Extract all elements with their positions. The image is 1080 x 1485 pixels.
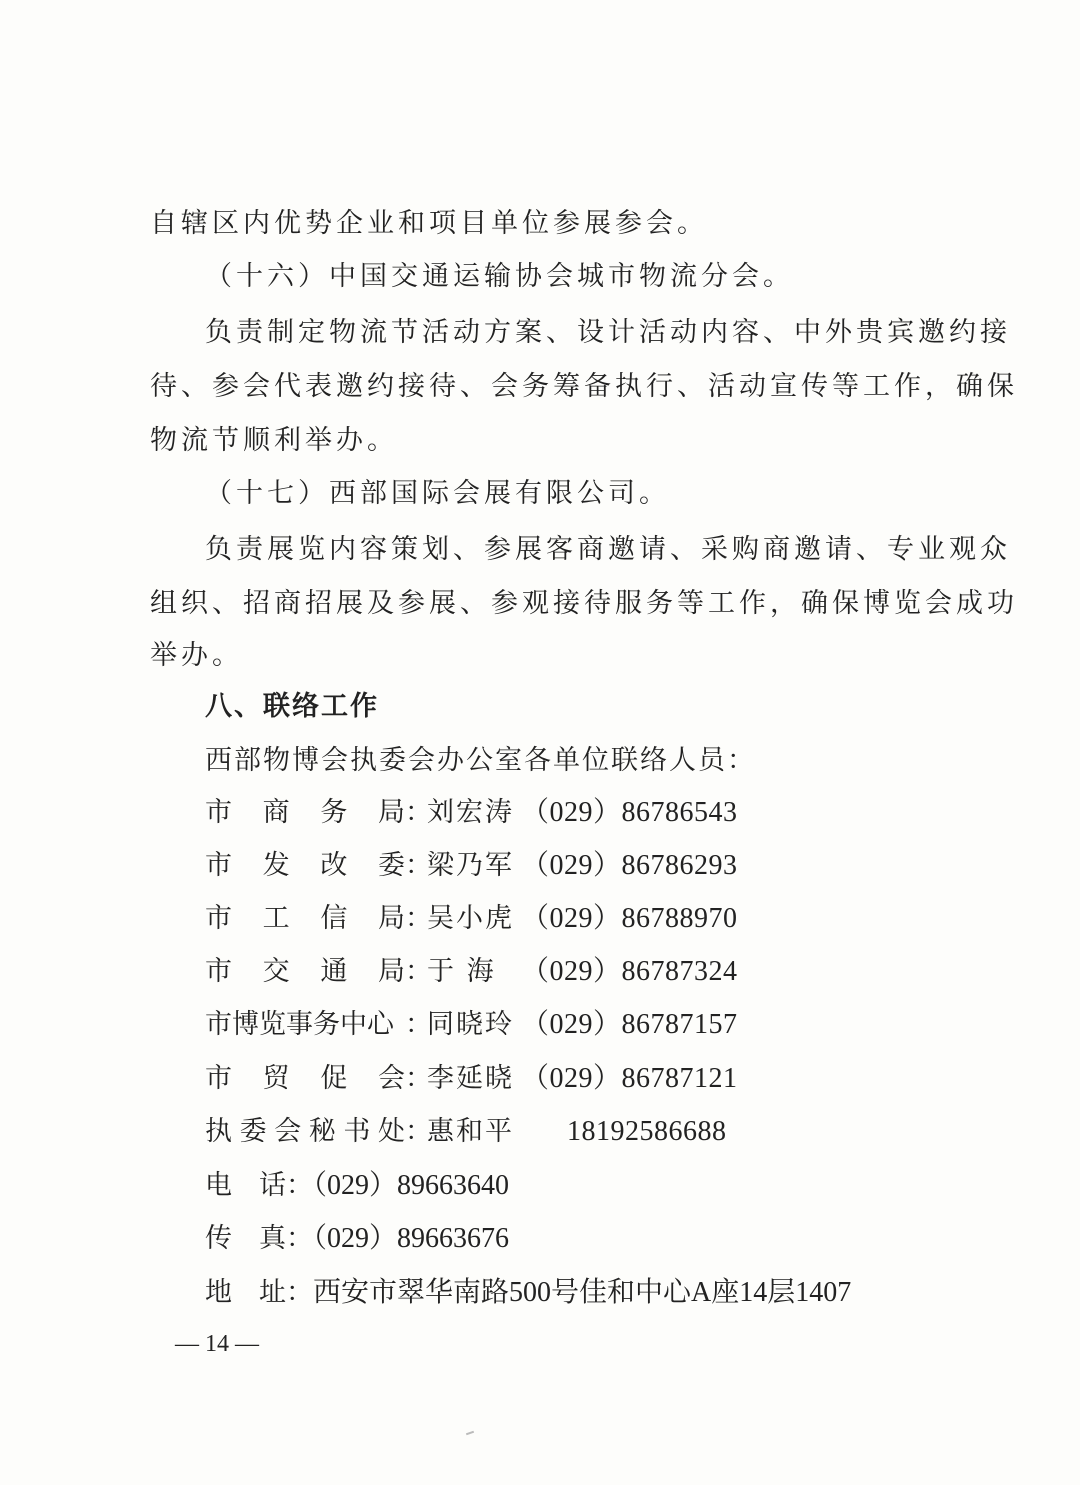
paragraph-line: 负责展览内容策划、参展客商邀请、采购商邀请、专业观众 [205, 534, 1011, 565]
contact-row [205, 1112, 727, 1152]
contact-person: 李延晓 [427, 1063, 514, 1094]
scan-speck [466, 1431, 474, 1436]
paragraph-line: 物流节顺利举办。 [150, 425, 398, 456]
address-label: 地 址： [205, 1277, 313, 1308]
subsection-heading-17: （十七）西部国际会展有限公司。 [205, 478, 670, 509]
colon: ： [405, 797, 432, 828]
fax-label: 传 真： [205, 1223, 313, 1254]
contact-phone: 18192586688 [567, 1116, 727, 1147]
colon: ： [405, 850, 432, 881]
contact-phone: （029）86787157 [521, 1009, 738, 1040]
paragraph-line: 组织、招商招展及参展、参观接待服务等工作，确保博览会成功 [150, 588, 1018, 619]
address-line [205, 1273, 851, 1313]
contact-phone: （029）86786293 [521, 850, 738, 881]
telephone-number: （029）89663640 [313, 1170, 510, 1201]
contact-person: 惠和平 [427, 1116, 514, 1147]
contact-row [205, 793, 738, 833]
telephone-label: 电 话： [205, 1170, 313, 1201]
page-number: — 14 — [175, 1331, 259, 1357]
contact-phone: （029）86787121 [521, 1063, 738, 1094]
contact-phone: （029）86787324 [521, 956, 738, 987]
paragraph-line: 自辖区内优势企业和项目单位参展参会。 [150, 208, 708, 239]
contact-unit: 市 博 览 事 务 中 心 [205, 1009, 394, 1040]
colon: ： [405, 1009, 432, 1040]
contact-unit: 市 商 务 局 [205, 797, 405, 828]
contact-person: 吴小虎 [427, 903, 514, 934]
contact-person: 于 海 [427, 956, 496, 987]
contact-row [205, 846, 738, 886]
contact-phone: （029）86788970 [521, 903, 738, 934]
contact-row [205, 952, 738, 992]
contact-row [205, 899, 738, 939]
address-value: 西安市翠华南路500号佳和中心A座14层1407 [313, 1277, 852, 1308]
fax-line [205, 1219, 509, 1259]
telephone-line [205, 1166, 509, 1206]
paragraph-line: 待、参会代表邀约接待、会务筹备执行、活动宣传等工作，确保 [150, 371, 1018, 402]
contact-unit: 市 工 信 局 [205, 903, 405, 934]
colon: ： [405, 1063, 432, 1094]
subsection-heading-16: （十六）中国交通运输协会城市物流分会。 [205, 261, 794, 292]
colon: ： [405, 956, 432, 987]
contact-unit: 市 贸 促 会 [205, 1063, 405, 1094]
contact-unit: 市 交 通 局 [205, 956, 405, 987]
contact-person: 刘宏涛 [427, 797, 514, 828]
contact-row [205, 1059, 738, 1099]
contact-row [205, 1005, 738, 1045]
colon: ： [405, 903, 432, 934]
contact-unit: 市 发 改 委 [205, 850, 405, 881]
contact-person: 梁乃军 [427, 850, 514, 881]
contact-person: 同晓玲 [427, 1009, 514, 1040]
contact-phone: （029）86786543 [521, 797, 738, 828]
section-heading: 八、联络工作 [205, 691, 379, 722]
colon: ： [405, 1116, 432, 1147]
section-intro: 西部物博会执委会办公室各单位联络人员： [205, 745, 756, 776]
paragraph-line: 举办。 [150, 640, 243, 671]
fax-number: （029）89663676 [313, 1223, 510, 1254]
contact-unit: 执 委 会 秘 书 处 [205, 1116, 405, 1147]
paragraph-line: 负责制定物流节活动方案、设计活动内容、中外贵宾邀约接 [205, 317, 1011, 348]
